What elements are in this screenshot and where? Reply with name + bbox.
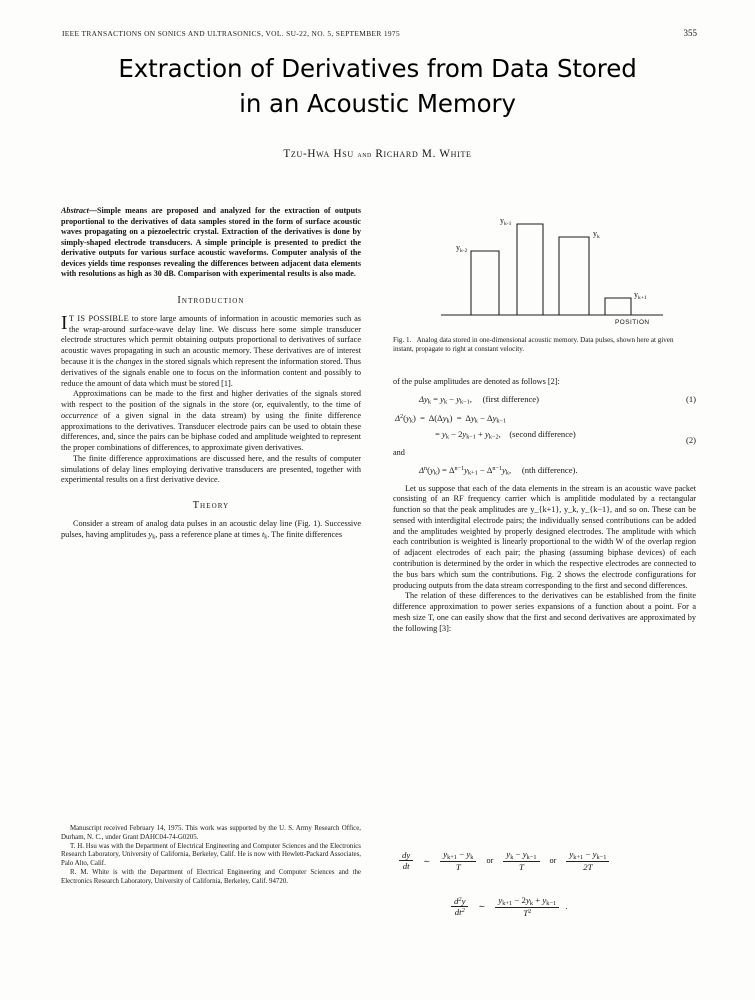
- right-and-word: and: [393, 448, 405, 458]
- equation-4-lhs-den: dt: [399, 860, 413, 871]
- figure-1: [393, 203, 693, 354]
- figure-1-graphic: [393, 203, 693, 325]
- equation-4-t3-den: 2T: [566, 861, 609, 872]
- pulse-bar-k-minus-2: [471, 251, 499, 315]
- theory-symbol-y-sub: k: [152, 534, 156, 541]
- equation-4: [396, 849, 696, 873]
- intro-text-1a: to store large amounts of information in acoustic memories such as the wrap-around surface-wave delay line. We discuss here some simple transducer electrode structures which permit obtaining outputs proportional to derivatives of surface acoustic waves propagating in such an acoustic memory. These derivatives are of interest because it is the: [61, 313, 362, 366]
- page-number: 355: [683, 28, 697, 38]
- equation-4-or-1: or: [486, 856, 494, 866]
- equation-3-body: $\Delta^n(y_k) = \Delta^{n-1}y_{k+1} - \Delta^{n-1}y_k$, (nth difference).: [419, 464, 578, 477]
- equation-5-trailer: .: [565, 901, 568, 912]
- equation-4-t3-num: $y_{k+1} - y_{k-1}$: [569, 849, 607, 861]
- equation-4-lhs: [399, 850, 413, 872]
- intro-paragraph-2: [61, 389, 361, 454]
- equation-3-note: (nth difference).: [521, 464, 578, 475]
- theory-text-c: . The finite differences: [267, 530, 343, 540]
- equation-2-tag: (2): [685, 434, 696, 445]
- author-second: Richard M. White: [375, 148, 472, 160]
- theory-symbol-t-sub: k: [264, 534, 268, 541]
- title-line-2: in an Acoustic Memory: [239, 88, 516, 118]
- equation-4-t1-num: $y_{k+1} - y_k$: [443, 849, 474, 861]
- figure-label-k-minus-1: $y_{k-1}$: [500, 216, 512, 227]
- equation-1-body: $\Delta y_k = y_k - y_{k-1}$, (first difference): [419, 393, 539, 406]
- equation-2-line-2: = $y_k - 2y_{k-1} + y_{k-2}$, (second difference): [435, 429, 576, 442]
- equation-1-note: (first difference): [482, 393, 539, 404]
- intro-paragraph-3: The finite difference approximations are discussed here, and the results of computer simulations of delay lines employing derivative transducers are presented, together with experimental results on a first derivative device.: [61, 453, 361, 485]
- equation-4-t2-den: T: [503, 861, 539, 872]
- equation-1-tag: (1): [685, 393, 696, 404]
- equation-5-lhs: [451, 896, 468, 918]
- equation-4-term-1: [440, 849, 476, 873]
- running-head: [62, 28, 697, 38]
- author-conjunction: and: [357, 149, 372, 159]
- equation-2-note: (second difference): [509, 429, 576, 440]
- equation-5-approx: ∼: [478, 902, 486, 912]
- footnote-author-1: T. H. Hsu was with the Department of Electrical Engineering and Computer Sciences and the Electronics Research Laboratory, University of California, Berkeley, Calif. He is now with Hewlett-Packard Associates, Palo Alto, Calif.: [61, 842, 361, 868]
- equation-5-lhs-num: $d^2y$: [454, 895, 466, 906]
- equation-2: [393, 413, 696, 443]
- equation-5-lhs-den: $dt^2$: [451, 906, 468, 917]
- equation-4-lhs-num: dy: [402, 849, 411, 860]
- equation-5-num: $y_{k+1} - 2y_k + y_{k-1}$: [498, 894, 557, 907]
- abstract-text: Simple means are proposed and analyzed for the extraction of outputs proportional to the derivatives of data samples stored in the form of surface acoustic waves propagating on a piezoelectric crystal. Extraction of the derivatives is done by simply-shaped electrode transducers. A simple principle is presented to predict the derivative outputs for various surface acoustic waveforms. Computer analysis of the devices yields time responses revealing the differences between adjacent data elements with resolutions as high as 30 dB. Comparison with experimental results is also made.: [61, 206, 361, 279]
- equation-5-term: [495, 895, 559, 919]
- intro-emphasis-changes: changes: [115, 356, 143, 366]
- right-paragraph-2: The relation of these differences to the derivatives can be established from the finite difference approximation to power series expansions of a function about a point. For a mesh size T, one can easily show that the first and second derivatives are approximated by the following [3]:: [393, 591, 696, 633]
- drop-cap: I: [61, 312, 68, 334]
- figure-label-k-minus-2: $y_{k-2}$: [456, 243, 468, 254]
- equation-4-t1-den: T: [440, 861, 476, 872]
- section-heading-theory: Theory: [192, 500, 230, 512]
- equation-4-container: [396, 845, 696, 922]
- intro-text-1b: in the stored signals which represent the information stored. Thus derivatives of the signals enable one to focus on the information content and possibly to reduce the amount of data which must be stored [1].: [61, 356, 361, 388]
- author-byline: [60, 148, 695, 160]
- pulse-bar-k: [559, 237, 589, 315]
- equation-4-term-2: [503, 849, 539, 873]
- right-paragraph-1: Let us suppose that each of the data elements in the stream is an acoustic wave packet consisting of an RF frequency carrier which is amplitide modulated by a rectangular function so that the peak amplitudes are y_{k+1}, y_k, y_{k−1}, and so on. These can be sensed with interdigital electrode pairs; the individually sensed contributions can be added and the amplitudes weighted by properly designed electrodes. The amplitude with which each contribution is weighted is linearly proportional to the width W of the overlap region of adjacent electrodes of each pair; the phasing (assuming biphase devices) of each contribution is determined by the order in which the respective electrodes are connected to the bus bars which sum the contributions. Fig. 2 shows the electrode configurations for producing outputs from the data stream corresponding to the first and second differences.: [393, 483, 696, 590]
- intro-emphasis-occurrence: occurrence: [61, 410, 98, 420]
- right-intro-line: of the pulse amplitudes are denoted as follows [2]:: [393, 377, 560, 386]
- intro-text-2b: of a given signal in the data stream) by using the finite difference approximations to the derivatives. Transducer electrode pairs can be used to obtain these differences, and, since the pairs can be biphase coded and amplitude weighted to represent the proper combinations of differences, to approximate given derivatives.: [61, 410, 361, 453]
- abstract-label: Abstract—: [61, 206, 97, 215]
- figure-caption-label: Fig. 1.: [393, 336, 412, 344]
- theory-symbol-t: t: [261, 530, 265, 540]
- journal-reference: IEEE TRANSACTIONS ON SONICS AND ULTRASONICS, VOL. SU-22, NO. 5, SEPTEMBER 1975: [62, 29, 401, 38]
- theory-paragraph-1: [61, 519, 361, 542]
- equation-1: [393, 394, 696, 407]
- footnote-author-2: R. M. White is with the Department of Electrical Engineering and Computer Sciences and the Electronics Research Laboratory, University of California, Berkeley, Calif. 94720.: [61, 868, 361, 885]
- pulse-bar-k-minus-1: [517, 224, 543, 315]
- page-title: [60, 52, 695, 122]
- intro-text-2a: Approximations can be made to the first and higher derivaties of the signals stored with respect to the position of the signals in the store (or, equivalently, to the time of: [61, 389, 361, 410]
- equation-4-or-2: or: [549, 856, 557, 866]
- abstract-paragraph: [61, 206, 361, 280]
- figure-1-caption: [393, 336, 693, 354]
- section-heading-introduction: Introduction: [177, 294, 245, 306]
- pulse-bar-k-plus-1: [605, 298, 631, 315]
- equation-4-term-3: [566, 849, 609, 873]
- theory-symbol-y: y: [148, 530, 153, 540]
- theory-text-b: , pass a reference plane at times: [155, 530, 262, 540]
- equation-5-den: $T^2$: [495, 907, 559, 918]
- equation-3: [393, 465, 696, 478]
- right-column: [393, 377, 696, 634]
- title-line-1: Extraction of Derivatives from Data Stored: [118, 54, 637, 83]
- figure-label-k: $y_k$: [593, 229, 600, 240]
- equation-4-approx: ∼: [423, 856, 431, 866]
- figure-caption-text: Analog data stored in one-dimensional acoustic memory. Data pulses, shown here at given instant, propagate to right at constant velocity.: [393, 336, 674, 354]
- equation-2-line-1: $\Delta^2(y_k) = \Delta(\Delta y_k) = \Delta y_k - \Delta y_{k-1}$: [395, 412, 507, 425]
- theory-text-a: Consider a stream of analog data pulses in an acoustic delay line (Fig. 1). Successive pulses, having amplitudes: [61, 519, 361, 540]
- equation-4-t2-num: $y_k - y_{k-1}$: [506, 849, 537, 861]
- left-column: [61, 206, 361, 543]
- intro-paragraph-1: [61, 314, 361, 389]
- equation-5: [396, 895, 696, 919]
- figure-label-k-plus-1: $y_{k+1}$: [634, 290, 647, 301]
- intro-lead-in: T IS POSSIBLE: [69, 313, 129, 323]
- author-first: Tzu-Hwa Hsu: [283, 148, 354, 160]
- footnote-manuscript: Manuscript received February 14, 1975. This work was supported by the U. S. Army Research Office, Durham, N. C., under Grant DAHC04-74-G0205.: [61, 825, 361, 841]
- figure-axis-label: POSITION: [615, 319, 650, 325]
- footnote-block: [61, 820, 361, 887]
